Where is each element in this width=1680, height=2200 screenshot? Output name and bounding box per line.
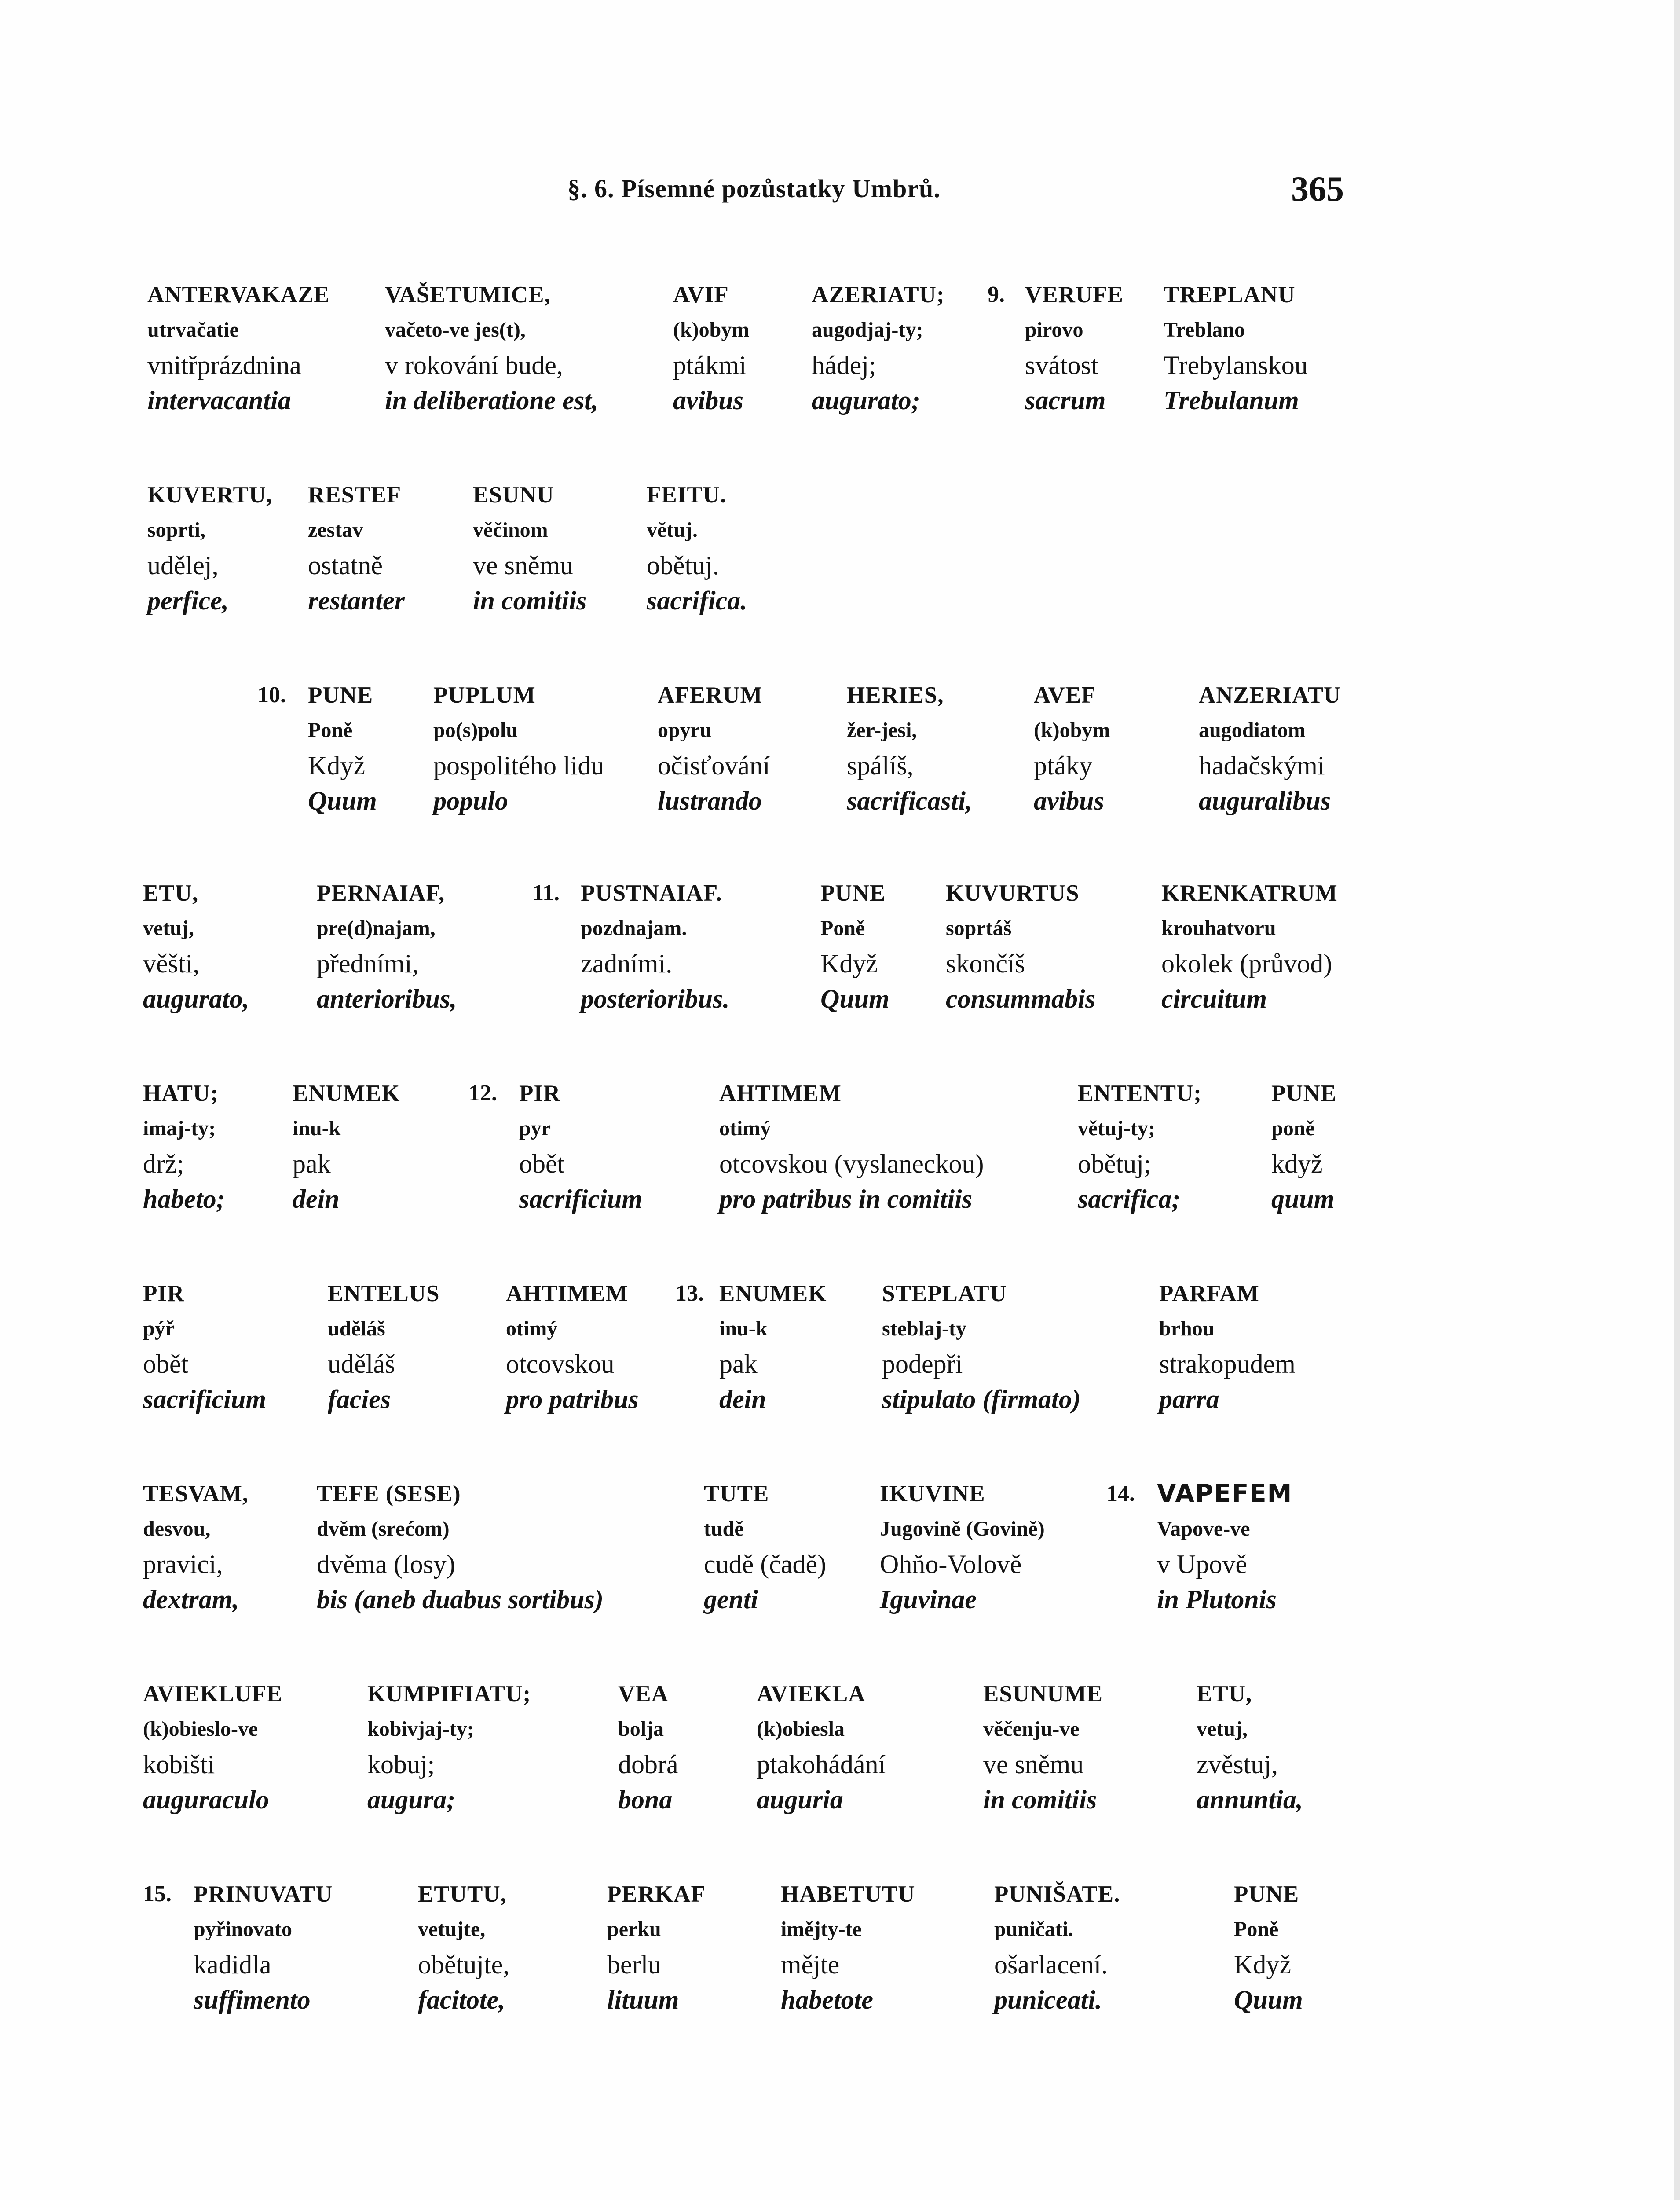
transcription: (k)obiesla: [757, 1717, 845, 1741]
czech-translation: okolek (průvod): [1161, 949, 1332, 978]
transcription: pre(d)najam,: [317, 917, 436, 940]
umbrian-word: AHTIMEM: [506, 1281, 628, 1306]
umbrian-word: PUNE: [820, 880, 886, 906]
transcription: imějty-te: [781, 1918, 862, 1941]
word-cell: [1271, 1076, 1336, 1217]
czech-translation: pak: [293, 1149, 331, 1178]
latin-translation: genti: [704, 1585, 758, 1614]
umbrian-word: ESUNUME: [983, 1681, 1103, 1707]
latin-translation: Quum: [308, 786, 377, 815]
text-row-4: [0, 876, 1680, 1016]
latin-translation: anterioribus,: [317, 984, 457, 1013]
word-cell: [367, 1676, 531, 1817]
latin-translation: Quum: [820, 984, 889, 1013]
word-cell: [994, 1877, 1120, 2017]
transcription: otimý: [719, 1117, 771, 1140]
transcription: vačeto-ve jes(t),: [385, 318, 526, 341]
czech-translation: ptáky: [1034, 751, 1093, 780]
czech-translation: ostatně: [308, 551, 383, 580]
text-row-1: [0, 277, 1680, 418]
umbrian-word: FEITU.: [647, 482, 727, 508]
umbrian-word: PUNE: [1271, 1081, 1337, 1106]
czech-translation: ve sněmu: [983, 1750, 1084, 1779]
transcription: Poně: [308, 719, 353, 742]
transcription: opyru: [658, 719, 712, 742]
transcription: poně: [1271, 1117, 1315, 1140]
czech-translation: zvěstuj,: [1197, 1750, 1278, 1779]
word-cell: [473, 477, 586, 618]
czech-translation: předními,: [317, 949, 419, 978]
umbrian-word: KRENKATRUM: [1161, 880, 1338, 906]
umbrian-word: AHTIMEM: [719, 1081, 842, 1106]
czech-translation: berlu: [607, 1950, 662, 1979]
czech-translation: kobišti: [143, 1750, 215, 1779]
czech-translation: podepři: [882, 1349, 963, 1379]
page-header-title: §. 6. Písemné pozůstatky Umbrů.: [567, 174, 941, 203]
transcription: pýř: [143, 1317, 175, 1340]
czech-translation: Když: [1234, 1950, 1291, 1979]
czech-translation: otcovskou (vyslaneckou): [719, 1149, 984, 1178]
czech-translation: v Upově: [1157, 1550, 1247, 1579]
umbrian-word: ETU,: [143, 880, 199, 906]
word-cell: [1157, 1476, 1292, 1617]
czech-translation: ošarlacení.: [994, 1950, 1108, 1979]
umbrian-word: AVIEKLUFE: [143, 1681, 283, 1707]
latin-translation: intervacantia: [147, 386, 291, 415]
umbrian-word: ENUMEK: [719, 1281, 827, 1306]
czech-translation: když: [1271, 1149, 1323, 1178]
umbrian-word: TESVAM,: [143, 1481, 249, 1507]
umbrian-word: KUVERTU,: [147, 482, 273, 508]
umbrian-word: HERIES,: [847, 682, 944, 708]
transcription: utrvačatie: [147, 318, 239, 341]
latin-translation: facitote,: [418, 1985, 505, 2014]
latin-translation: lustrando: [658, 786, 762, 815]
word-cell: [433, 678, 604, 818]
umbrian-word: PUNE: [1234, 1881, 1299, 1907]
word-cell: [647, 477, 747, 618]
umbrian-word: ETU,: [1197, 1681, 1252, 1707]
transcription: Vapove-ve: [1157, 1517, 1250, 1540]
umbrian-word: AFERUM: [658, 682, 763, 708]
czech-translation: obětuj;: [1078, 1149, 1151, 1178]
word-cell: [143, 876, 249, 1016]
transcription: soprti,: [147, 518, 205, 542]
word-cell: [147, 477, 272, 618]
umbrian-word: ANZERIATU: [1199, 682, 1341, 708]
latin-translation: posterioribus.: [581, 984, 730, 1013]
czech-translation: dvěma (losy): [317, 1550, 455, 1579]
umbrian-word: AVIEKLA: [757, 1681, 866, 1707]
czech-translation: otcovskou: [506, 1349, 615, 1379]
word-cell: [385, 277, 598, 418]
latin-translation: dein: [293, 1184, 340, 1214]
transcription: otimý: [506, 1317, 558, 1340]
transcription: uděláš: [328, 1317, 385, 1340]
transcription: brhou: [1159, 1317, 1215, 1340]
word-cell: [1078, 1076, 1202, 1217]
umbrian-word: PARFAM: [1159, 1281, 1259, 1306]
word-cell: [781, 1877, 915, 2017]
word-cell: [704, 1476, 826, 1617]
umbrian-word: ENUMEK: [293, 1081, 400, 1106]
latin-translation: bis (aneb duabus sortibus): [317, 1585, 604, 1614]
word-cell: [293, 1076, 400, 1217]
transcription: pyřinovato: [194, 1918, 293, 1941]
word-cell: [143, 1676, 282, 1817]
czech-translation: Když: [820, 949, 878, 978]
czech-translation: ptakohádání: [757, 1750, 886, 1779]
word-cell: [147, 277, 330, 418]
transcription: bolja: [618, 1717, 664, 1741]
latin-translation: in comitiis: [983, 1785, 1097, 1814]
word-cell: [1199, 678, 1341, 818]
word-cell: [880, 1476, 1045, 1617]
umbrian-word: KUVURTUS: [946, 880, 1080, 906]
word-cell: [1025, 277, 1124, 418]
latin-translation: lituum: [607, 1985, 679, 2014]
umbrian-word: RESTEF: [308, 482, 402, 508]
latin-translation: sacrificium: [143, 1385, 266, 1414]
latin-translation: circuitum: [1161, 984, 1267, 1013]
text-row-8: [0, 1676, 1680, 1817]
transcription: (k)obieslo-ve: [143, 1717, 258, 1741]
latin-translation: augurato,: [143, 984, 249, 1013]
text-row-2: [0, 477, 1680, 618]
czech-translation: pospolitého lidu: [433, 751, 604, 780]
umbrian-word: ESUNU: [473, 482, 554, 508]
umbrian-word: PERNAIAF,: [317, 880, 445, 906]
latin-translation: avibus: [673, 386, 744, 415]
transcription: vetuj,: [143, 917, 194, 940]
word-cell: [328, 1276, 439, 1417]
czech-translation: ptákmi: [673, 351, 747, 380]
czech-translation: strakopudem: [1159, 1349, 1296, 1379]
transcription: kobivjaj-ty;: [367, 1717, 474, 1741]
latin-translation: auguraculo: [143, 1785, 269, 1814]
czech-translation: uděláš: [328, 1349, 395, 1379]
word-cell: [1197, 1676, 1303, 1817]
latin-translation: dextram,: [143, 1585, 239, 1614]
word-cell: [1159, 1276, 1296, 1417]
umbrian-word: PERKAF: [607, 1881, 706, 1907]
umbrian-word: PUNE: [308, 682, 373, 708]
czech-translation: skončíš: [946, 949, 1025, 978]
word-cell: [1034, 678, 1110, 818]
umbrian-word: PIR: [143, 1281, 185, 1306]
word-cell: [1161, 876, 1338, 1016]
latin-translation: suffimento: [194, 1985, 311, 2014]
transcription: puničati.: [994, 1918, 1074, 1941]
latin-translation: sacrifica;: [1078, 1184, 1181, 1214]
czech-translation: obět: [519, 1149, 565, 1178]
latin-translation: in comitiis: [473, 586, 587, 615]
czech-translation: hadačskými: [1199, 751, 1325, 780]
umbrian-word: PRINUVATU: [194, 1881, 333, 1907]
latin-translation: consummabis: [946, 984, 1096, 1013]
word-cell: [506, 1276, 639, 1417]
latin-translation: augura;: [367, 1785, 456, 1814]
transcription: desvou,: [143, 1517, 211, 1540]
transcription: Poně: [1234, 1918, 1279, 1941]
czech-translation: obětujte,: [418, 1950, 510, 1979]
latin-translation: restanter: [308, 586, 405, 615]
text-row-7: [0, 1476, 1680, 1617]
latin-translation: perfice,: [147, 586, 229, 615]
word-cell: [719, 1076, 984, 1217]
latin-translation: annuntia,: [1197, 1785, 1303, 1814]
czech-translation: spálíš,: [847, 751, 914, 780]
umbrian-word: VEA: [618, 1681, 669, 1707]
latin-translation: bona: [618, 1785, 673, 1814]
transcription: dvěm (srećom): [317, 1517, 450, 1540]
latin-translation: sacrificium: [519, 1184, 642, 1214]
umbrian-word: ANTERVAKAZE: [147, 282, 330, 308]
latin-translation: habetote: [781, 1985, 873, 2014]
word-cell: [673, 277, 749, 418]
verse-number: 11.: [532, 880, 560, 906]
transcription: imaj-ty;: [143, 1117, 216, 1140]
transcription: (k)obym: [1034, 719, 1110, 742]
transcription: tudě: [704, 1517, 744, 1540]
latin-translation: habeto;: [143, 1184, 225, 1214]
transcription: věčenju-ve: [983, 1717, 1080, 1741]
transcription: Poně: [820, 917, 865, 940]
umbrian-word: AVEF: [1034, 682, 1096, 708]
transcription: věčinom: [473, 518, 548, 542]
latin-translation: auguralibus: [1199, 786, 1331, 815]
latin-translation: dein: [719, 1385, 766, 1414]
czech-translation: věšti,: [143, 949, 200, 978]
transcription: zestav: [308, 518, 363, 542]
word-cell: [607, 1877, 706, 2017]
transcription: vetujte,: [418, 1918, 486, 1941]
transcription: perku: [607, 1918, 661, 1941]
text-row-6: [0, 1276, 1680, 1417]
transcription: větuj-ty;: [1078, 1117, 1155, 1140]
latin-translation: Quum: [1234, 1985, 1303, 2014]
umbrian-word: TEFE (SESE): [317, 1481, 461, 1507]
transcription: steblaj-ty: [882, 1317, 966, 1340]
umbrian-word: ETUTU,: [418, 1881, 507, 1907]
czech-translation: kadidla: [194, 1950, 271, 1979]
czech-translation: pak: [719, 1349, 758, 1379]
word-cell: [946, 876, 1095, 1016]
word-cell: [618, 1676, 678, 1817]
czech-translation: cudě (čadě): [704, 1550, 827, 1579]
czech-translation: mějte: [781, 1950, 840, 1979]
verse-number: 12.: [468, 1081, 497, 1106]
transcription: krouhatvoru: [1161, 917, 1276, 940]
transcription: žer-jesi,: [847, 719, 917, 742]
word-cell: [983, 1676, 1103, 1817]
word-cell: [308, 477, 405, 618]
umbrian-word: KUMPIFIATU;: [367, 1681, 531, 1707]
latin-translation: augurato;: [812, 386, 920, 415]
umbrian-word: PIR: [519, 1081, 561, 1106]
czech-translation: vnitřprázdnina: [147, 351, 301, 380]
umbrian-word: ENTELUS: [328, 1281, 440, 1306]
transcription: větuj.: [647, 518, 698, 542]
word-cell: [658, 678, 770, 818]
word-cell: [143, 1276, 266, 1417]
czech-translation: Když: [308, 751, 365, 780]
word-cell: [194, 1877, 333, 2017]
latin-translation: facies: [328, 1385, 391, 1414]
word-cell: [143, 1476, 249, 1617]
umbrian-word: PUSTNAIAF.: [581, 880, 722, 906]
word-cell: [418, 1877, 509, 2017]
transcription: Jugovině (Govině): [880, 1517, 1045, 1540]
text-row-5: [0, 1076, 1680, 1217]
latin-translation: sacrifica.: [647, 586, 747, 615]
word-cell: [308, 678, 377, 818]
latin-translation: Trebulanum: [1164, 386, 1299, 415]
text-row-9: [0, 1877, 1680, 2017]
latin-translation: in deliberatione est,: [385, 386, 598, 415]
umbrian-word: PUPLUM: [433, 682, 536, 708]
czech-translation: zadními.: [581, 949, 673, 978]
umbrian-word: HATU;: [143, 1081, 219, 1106]
czech-translation: Ohňo-Volově: [880, 1550, 1022, 1579]
umbrian-word: TREPLANU: [1164, 282, 1296, 308]
czech-translation: očisťování: [658, 751, 770, 780]
transcription: Treblano: [1164, 318, 1245, 341]
word-cell: [820, 876, 889, 1016]
umbrian-word: AZERIATU;: [812, 282, 945, 308]
latin-translation: pro patribus: [506, 1385, 639, 1414]
transcription: pyr: [519, 1117, 551, 1140]
latin-translation: parra: [1159, 1385, 1219, 1414]
czech-translation: dobrá: [618, 1750, 678, 1779]
word-cell: [1234, 1877, 1303, 2017]
word-cell: [581, 876, 729, 1016]
latin-translation: sacrificasti,: [847, 786, 972, 815]
transcription: inu-k: [293, 1117, 341, 1140]
umbrian-word: PUNIŠATE.: [994, 1881, 1120, 1907]
verse-number: 13.: [675, 1281, 704, 1306]
czech-translation: svátost: [1025, 351, 1098, 380]
czech-translation: drž;: [143, 1149, 184, 1178]
umbrian-word: VERUFE: [1025, 282, 1124, 308]
verse-number: 9.: [988, 282, 1005, 307]
latin-translation: in Plutonis: [1157, 1585, 1277, 1614]
czech-translation: kobuj;: [367, 1750, 435, 1779]
latin-translation: stipulato (firmato): [882, 1385, 1081, 1414]
verse-number: 15.: [143, 1881, 172, 1907]
czech-translation: obětuj.: [647, 551, 719, 580]
umbrian-word: AVIF: [673, 282, 729, 308]
word-cell: [519, 1076, 642, 1217]
umbrian-word: ENTENTU;: [1078, 1081, 1202, 1106]
word-cell: [757, 1676, 886, 1817]
transcription: (k)obym: [673, 318, 750, 341]
umbrian-word: VAŠETUMICE,: [385, 282, 551, 308]
czech-translation: ve sněmu: [473, 551, 574, 580]
word-cell: [317, 876, 457, 1016]
transcription: soprtáš: [946, 917, 1012, 940]
czech-translation: pravici,: [143, 1550, 223, 1579]
czech-translation: hádej;: [812, 351, 876, 380]
transcription: vetuj,: [1197, 1717, 1248, 1741]
transcription: inu-k: [719, 1317, 768, 1340]
word-cell: [882, 1276, 1081, 1417]
latin-translation: quum: [1271, 1184, 1335, 1214]
latin-translation: Iguvinae: [880, 1585, 977, 1614]
page-number: 365: [1291, 170, 1344, 209]
transcription: augodjaj-ty;: [812, 318, 923, 341]
czech-translation: Trebylanskou: [1164, 351, 1308, 380]
word-cell: [847, 678, 972, 818]
transcription: po(s)polu: [433, 719, 518, 742]
latin-translation: pro patribus in comitiis: [719, 1184, 973, 1214]
word-cell: [317, 1476, 604, 1617]
umbrian-word: VAPEFEM: [1157, 1479, 1293, 1508]
latin-translation: avibus: [1034, 786, 1105, 815]
latin-translation: sacrum: [1025, 386, 1106, 415]
transcription: pirovo: [1025, 318, 1083, 341]
text-row-3: [0, 678, 1680, 818]
latin-translation: auguria: [757, 1785, 843, 1814]
word-cell: [143, 1076, 225, 1217]
czech-translation: v rokování bude,: [385, 351, 563, 380]
latin-translation: populo: [433, 786, 509, 815]
umbrian-word: HABETUTU: [781, 1881, 915, 1907]
umbrian-word: IKUVINE: [880, 1481, 985, 1507]
czech-translation: udělej,: [147, 551, 219, 580]
word-cell: [719, 1276, 827, 1417]
word-cell: [1164, 277, 1308, 418]
transcription: augodiatom: [1199, 719, 1306, 742]
umbrian-word: STEPLATU: [882, 1281, 1007, 1306]
verse-number: 14.: [1106, 1481, 1135, 1506]
word-cell: [812, 277, 945, 418]
latin-translation: puniceati.: [994, 1985, 1102, 2014]
transcription: pozdnajam.: [581, 917, 687, 940]
czech-translation: obět: [143, 1349, 189, 1379]
umbrian-word: TUTE: [704, 1481, 769, 1507]
verse-number: 10.: [257, 682, 286, 708]
